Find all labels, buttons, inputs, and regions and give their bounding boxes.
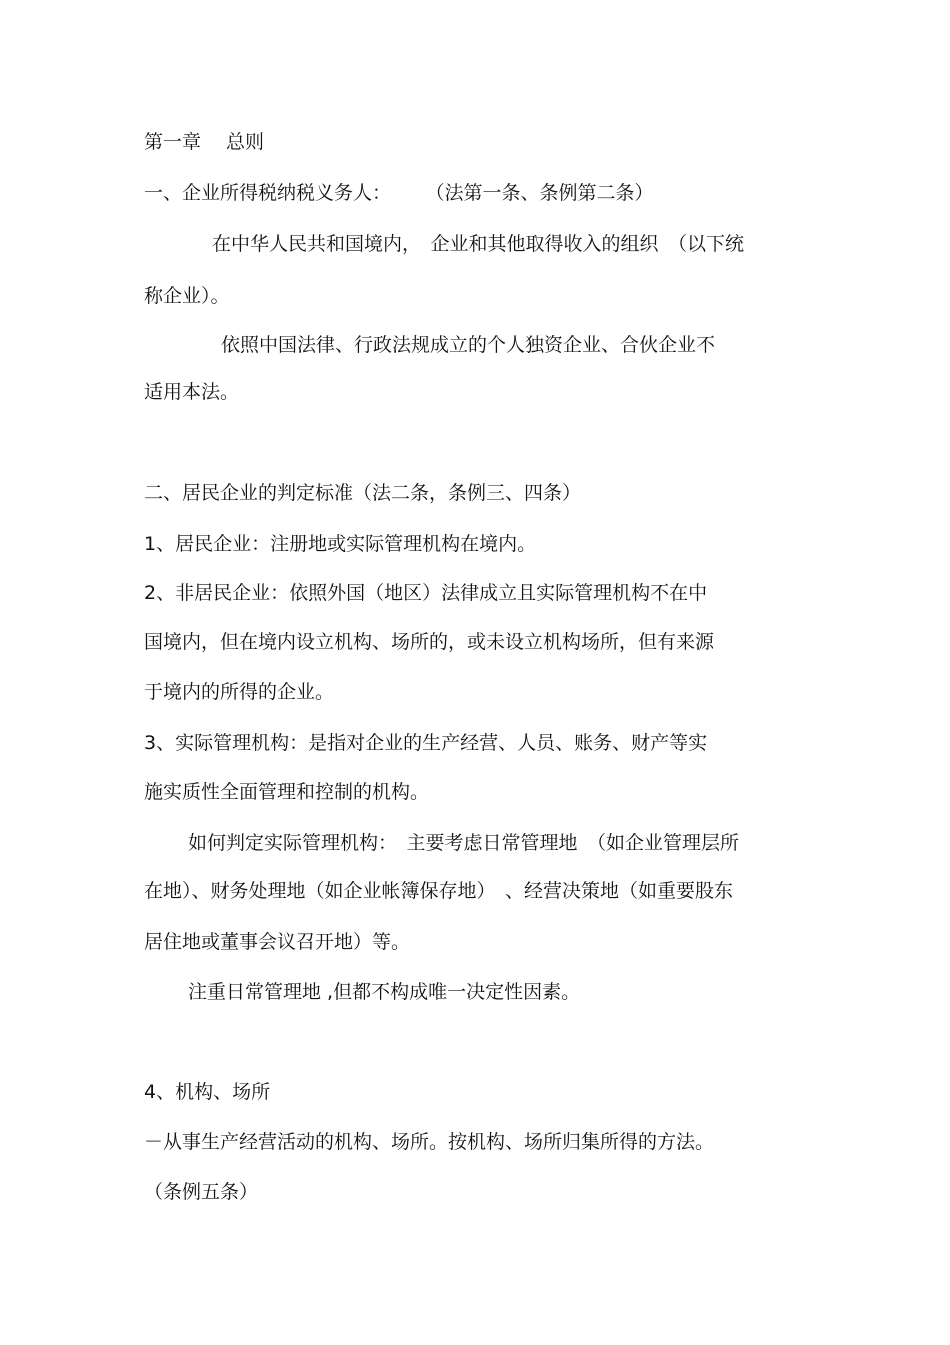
chapter-title: 第一章 总则 [144, 131, 265, 153]
list-item: 4、机构、场所 [144, 1081, 271, 1103]
paragraph-line: 居住地或董事会议召开地）等。 [144, 931, 411, 953]
paragraph-line: 如何判定实际管理机构： 主要考虑日常管理地 （如企业管理层所 [188, 832, 740, 854]
paragraph-line: 称企业）。 [144, 285, 230, 307]
list-item: 2、非居民企业：依照外国（地区）法律成立且实际管理机构不在中 [144, 582, 708, 604]
paragraph-line: 国境内，但在境内设立机构、场所的，或未设立机构场所，但有来源 [144, 631, 715, 653]
section-1-heading: 一、企业所得税纳税义务人： （法第一条、条例第二条） [144, 182, 654, 204]
paragraph-line: 注重日常管理地 ,但都不构成唯一决定性因素。 [188, 981, 581, 1003]
list-item: 1、居民企业：注册地或实际管理机构在境内。 [144, 533, 537, 555]
section-2-heading: 二、居民企业的判定标准（法二条，条例三、四条） [144, 482, 582, 504]
paragraph-line: 在中华人民共和国境内， 企业和其他取得收入的组织 （以下统 [212, 233, 745, 255]
list-item: 3、实际管理机构：是指对企业的生产经营、人员、账务、财产等实 [144, 732, 708, 754]
paragraph-line: 于境内的所得的企业。 [144, 681, 335, 703]
paragraph-line: 施实质性全面管理和控制的机构。 [144, 781, 430, 803]
paragraph-line: －从事生产经营活动的机构、场所。按机构、场所归集所得的方法。 [144, 1131, 715, 1153]
paragraph-line: （条例五条） [144, 1181, 259, 1203]
paragraph-line: 在地）、财务处理地（如企业帐簿保存地） 、经营决策地（如重要股东 [144, 880, 734, 902]
paragraph-line: 适用本法。 [144, 381, 240, 403]
paragraph-line: 依照中国法律、行政法规成立的个人独资企业、合伙企业不 [221, 334, 716, 356]
